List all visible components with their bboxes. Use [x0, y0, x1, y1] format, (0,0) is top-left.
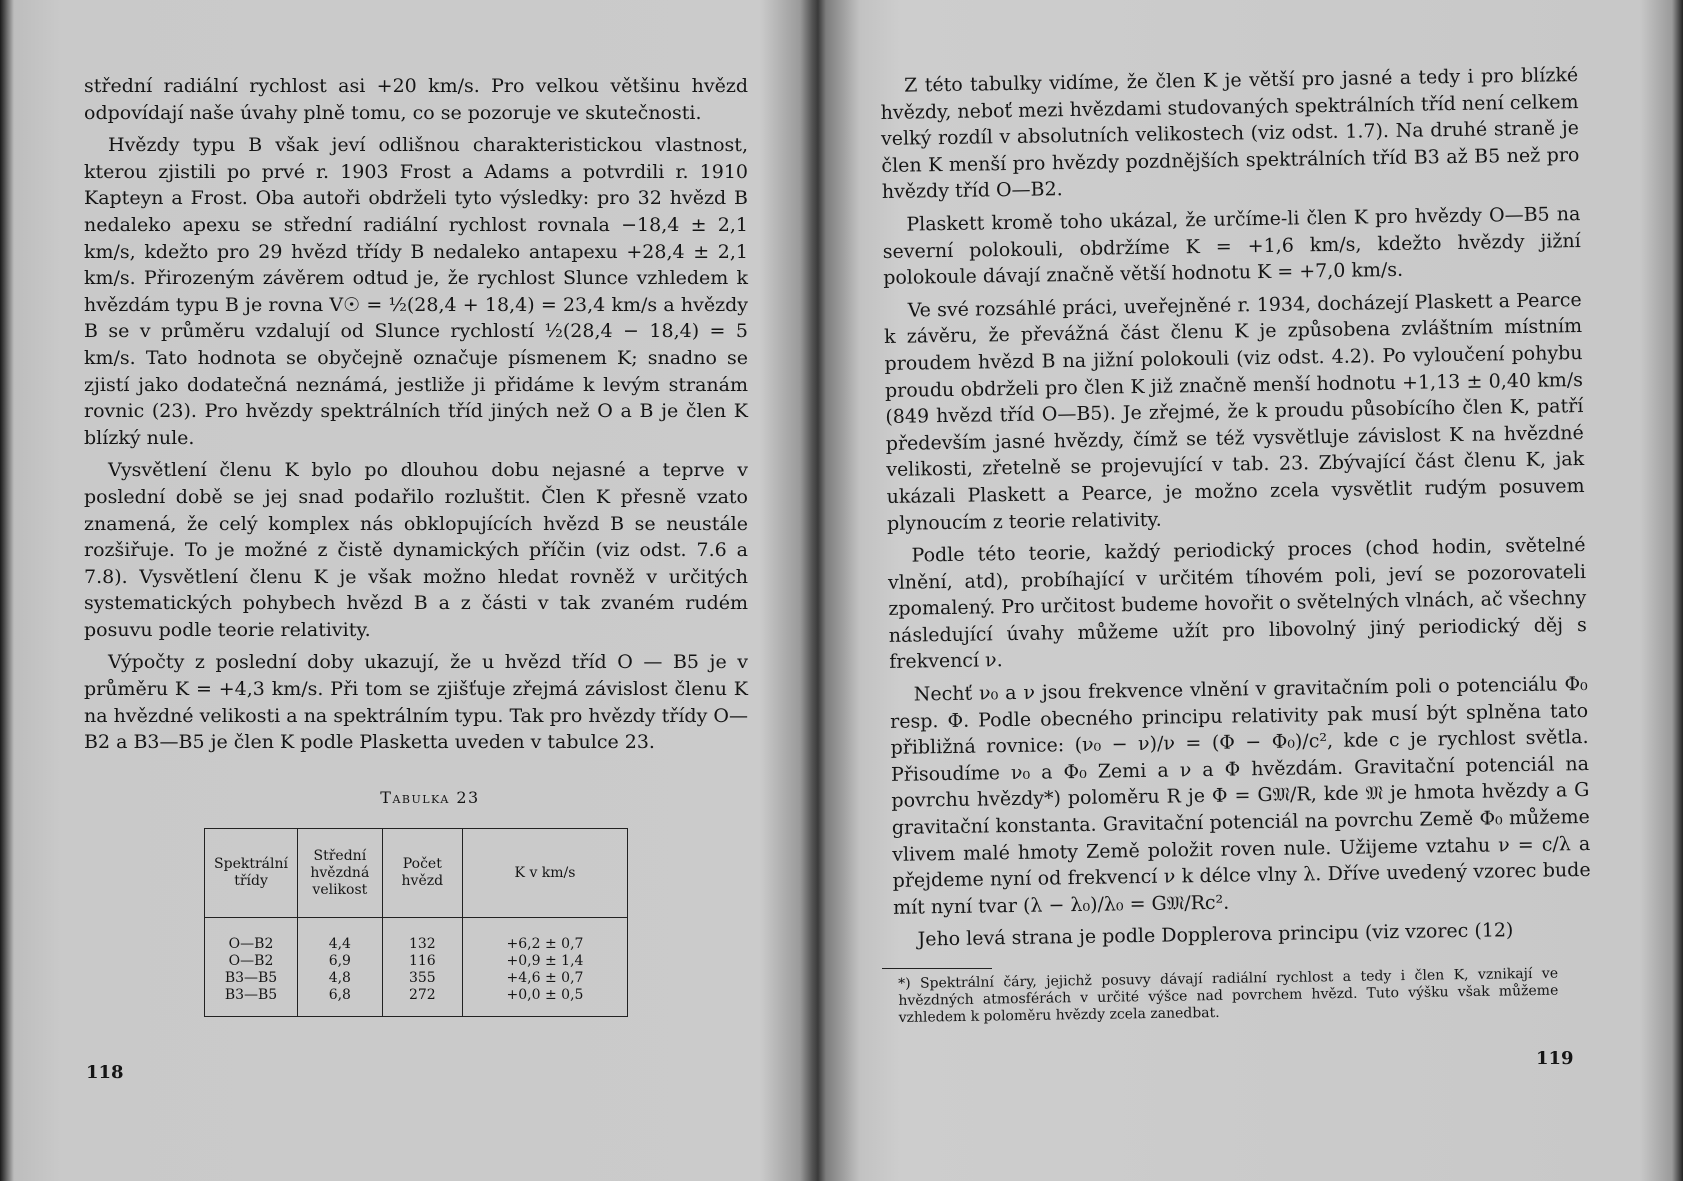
table-cell: 6,8 [298, 987, 383, 1017]
right-text-column [880, 62, 1592, 960]
table-title: Tabulka 23 [380, 788, 480, 807]
paragraph: Z této tabulky vidíme, že člen K je větší pro jasné a tedy i pro blízké hvězdy, neboť mezi hvězdami studovaných spektrálních tříd není celkem velký rozdíl v absolutních velikostech (viz odst. 1.7). Na druhé straně je člen K menší pro hvězdy pozdnějších spektrálních tříd B3 až B5 než pro hvězdy tříd O—B2. [880, 64, 1580, 204]
footnote-divider [882, 968, 992, 969]
table-cell: O—B2 [205, 953, 298, 970]
paragraph: Plaskett kromě toho ukázal, že určíme-li člen K pro hvězdy O—B5 na severní polokouli, obdržíme K = +1,6 km/s, kdežto hvězdy jižní polokoule dávají značně větší hodnotu K = +7,0 km/s. [882, 202, 1581, 290]
table-row [205, 987, 628, 1017]
table-cell: 272 [382, 987, 462, 1017]
table-cell: B3—B5 [205, 987, 298, 1017]
table-cell: 4,8 [298, 970, 383, 987]
paragraph: Nechť ν₀ a ν jsou frekvence vlnění v gravitačním poli o potenciálu Φ₀ resp. Φ. Podle obecného principu relativity pak musí být splněna tato přibližná rovnice: (ν₀ − ν)/ν = (Φ − Φ₀)/c², kde c je rychlost světla. Přisoudíme ν₀ a Φ₀ Zemi a ν a Φ hvězdám. Gravitační potenciál na povrchu hvězdy*) poloměru R je Φ = G𝔐/R, kde 𝔐 je hmota hvězdy a G gravitační konstanta. Gravitační potenciál na povrchu Země Φ₀ můžeme vlivem malé hmoty Země položit roven nule. Užijeme vztahu ν = c/λ a přejdeme nyní od frekvencí ν k délce vlny λ. Dříve uvedený vzorec bude mít nyní tvar (λ − λ₀)/λ₀ = G𝔐/Rc². [890, 673, 1591, 919]
table-cell: 132 [382, 918, 462, 954]
table-cell: B3—B5 [205, 970, 298, 987]
data-table [204, 828, 628, 1017]
table-cell: 355 [382, 970, 462, 987]
table-header-row [205, 829, 628, 918]
table-cell: +6,2 ± 0,7 [463, 918, 628, 954]
table-cell: +0,9 ± 1,4 [463, 953, 628, 970]
paragraph: Podle této teorie, každý periodický proces (chod hodin, světelné vlnění, atd), probíhající v určitém tíhovém poli, jeví se pozorovateli zpomalený. Pro určitost budeme hovořit o světelných vlnách, ač všechny následující úvahy můžeme užít pro libovolný jiný periodický děj s frekvencí ν. [887, 534, 1587, 674]
page-number-right: 119 [1536, 1048, 1574, 1069]
table-cell: +4,6 ± 0,7 [463, 970, 628, 987]
table-row [205, 970, 628, 987]
table-cell: 116 [382, 953, 462, 970]
table-cell: +0,0 ± 0,5 [463, 987, 628, 1017]
table-row [205, 918, 628, 954]
table-row [205, 953, 628, 970]
table-cell: 4,4 [298, 918, 383, 954]
left-page [0, 0, 800, 1181]
table-header-cell: Spektrální třídy [205, 829, 298, 918]
left-text-column [84, 73, 748, 762]
table-cell: 6,9 [298, 953, 383, 970]
paragraph: Ve své rozsáhlé práci, uveřejněné r. 1934, docházejí Plaskett a Pearce k závěru, že převážná část členu K je způsobena zvláštním místním proudem hvězd B na jižní polokouli (viz odst. 4.2). Po vyloučení pohybu proudu obdrželi pro člen K již značně menší hodnotu +1,13 ± 0,40 km/s (849 hvězd tříd O—B5). Je zřejmé, že k proudu působícího člen K, patří především jasné hvězdy, čímž se též vysvětluje závislost K na hvězdné velikosti, zřetelně se projevující v tab. 23. Zbývající část členu K, jak ukázali Plaskett a Pearce, je možno zcela vysvětlit rudým posuvem plynoucím z teorie relativity. [883, 288, 1585, 535]
table-header-cell: Střední hvězdná velikost [298, 829, 383, 918]
paragraph: Výpočty z poslední doby ukazují, že u hvězd tříd O — B5 je v průměru K = +4,3 km/s. Při tom se zjišťuje zřejmá závislost členu K na hvězdné velikosti a na spektrálním typu. Tak pro hvězdy třídy O—B2 a B3—B5 je člen K podle Plasketta uveden v tabulce 23. [84, 651, 748, 754]
page-number-left: 118 [86, 1062, 124, 1083]
footnote: *) Spektrální čáry, jejichž posuvy dávají radiální rychlost a tedy i člen K, vznikají ve hvězdných atmosférách v určité výšce nad povrchem hvězd. Tuto výšku však můžeme vzhledem k poloměru hvězdy zcela zanedbat. [898, 965, 1559, 1026]
table-header-cell: Počet hvězd [382, 829, 462, 918]
paragraph: Jeho levá strana je podle Dopplerova principu (viz vzorec (12) [917, 919, 1514, 951]
table-header-cell: K v km/s [463, 829, 628, 918]
paragraph: střední radiální rychlost asi +20 km/s. Pro velkou většinu hvězd odpovídají naše úvahy plně tomu, co se pozoruje ve skutečnosti. [84, 75, 748, 124]
table-cell: O—B2 [205, 918, 298, 954]
paragraph: Hvězdy typu B však jeví odlišnou charakteristickou vlastnost, kterou zjistili po prvé r. 1903 Frost a Adams a potvrdili r. 1910 Kapteyn a Frost. Oba autoři obdrželi tyto výsledky: pro 32 hvězd B nedaleko apexu se střední radiální rychlost rovnala −18,4 ± 2,1 km/s, kdežto pro 29 hvězd třídy B nedaleko antapexu +28,4 ± 2,1 km/s. Přirozeným závěrem odtud je, že rychlost Slunce vzhledem k hvězdám typu B je rovna V☉ = ½(28,4 + 18,4) = 23,4 km/s a hvězdy B se v průměru vzdalují od Slunce rychlostí ½(28,4 − 18,4) = 5 km/s. Tato hodnota se obyčejně označuje písmenem K; snadno se zjistí jako dodatečná neznámá, jestliže ji přidáme k levým stranám rovnic (23). Pro hvězdy spektrálních tříd jiných než O a B je člen K blízký nule. [84, 134, 748, 449]
paragraph: Vysvětlení členu K bylo po dlouhou dobu nejasné a teprve v poslední době se jej snad podařilo rozluštit. Člen K přesně vzato znamená, že celý komplex nás obklopujících hvězd B se neustále rozšiřuje. To je možné z čistě dynamických příčin (viz odst. 7.6 a 7.8). Vysvětlení členu K je však možno hledat rovněž v určitých systematických pohybech hvězd B a z části v tak zvaném rudém posuvu podle teorie relativity. [84, 459, 748, 641]
